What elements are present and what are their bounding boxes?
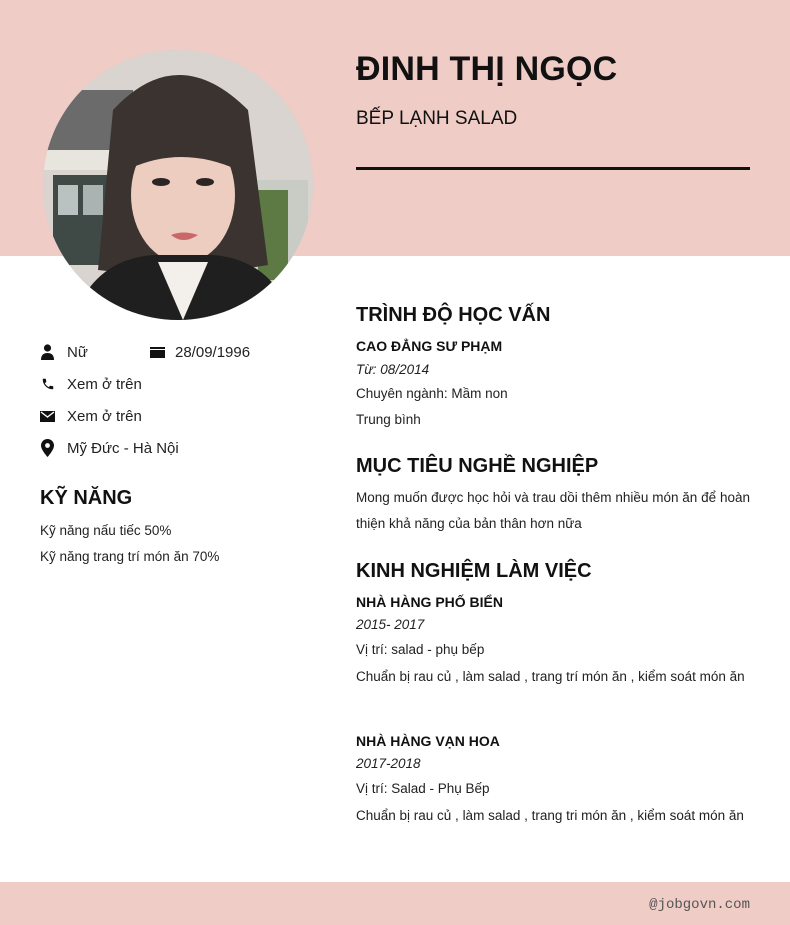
email-row [40,406,142,426]
phone-row [40,374,142,394]
calendar-icon [150,344,165,360]
profile-photo [43,50,313,320]
job-company: NHÀ HÀNG PHỐ BIỂN [356,594,504,610]
location-pin-icon [40,440,55,456]
skill-item: Kỹ năng nấu tiếc 50% [40,523,172,538]
gender-value: Nữ [67,343,88,361]
experience-heading: KINH NGHIỆM LÀM VIỆC [356,560,592,582]
email-value: Xem ở trên [67,407,142,425]
education-grade: Trung bình [356,412,421,427]
address-value: Mỹ Đức - Hà Nội [67,439,179,457]
gender-row [40,342,88,362]
job-description: Chuẩn bị rau củ , làm salad , trang trí món ăn , kiểm soát món ăn [356,669,745,684]
skills-heading: KỸ NĂNG [40,487,133,509]
job-position: Vị trí: salad - phụ bếp [356,642,485,657]
dob-value: 28/09/1996 [175,343,251,361]
portrait-image [43,50,313,320]
person-icon [40,344,55,360]
phone-icon [40,376,55,392]
job-title: BẾP LẠNH SALAD [356,108,518,129]
envelope-icon [40,408,55,424]
job-company: NHÀ HÀNG VẠN HOA [356,733,500,749]
objective-heading: MỤC TIÊU NGHỀ NGHIỆP [356,455,599,477]
phone-value: Xem ở trên [67,375,142,393]
candidate-name: ĐINH THỊ NGỌC [356,50,618,88]
header-divider [356,167,750,170]
education-school: CAO ĐẲNG SƯ PHẠM [356,338,503,354]
job-period: 2017-2018 [356,756,421,771]
address-row [40,438,179,458]
education-heading: TRÌNH ĐỘ HỌC VẤN [356,304,551,326]
education-period: Từ: 08/2014 [356,362,430,377]
objective-text: Mong muốn được học hỏi và trau dồi thêm nhiều món ăn để hoàn thiện khả năng của bản thân hơn nữa [356,490,750,531]
job-description: Chuẩn bị rau củ , làm salad , trang tri món ăn , kiểm soát món ăn [356,808,744,823]
job-position: Vị trí: Salad - Phụ Bếp [356,781,490,796]
skill-item: Kỹ năng trang trí món ăn 70% [40,549,220,564]
dob-row [150,342,250,362]
education-major: Chuyên ngành: Mầm non [356,386,508,401]
footer-brand: @jobgovn.com [649,897,750,913]
job-period: 2015- 2017 [356,617,425,632]
